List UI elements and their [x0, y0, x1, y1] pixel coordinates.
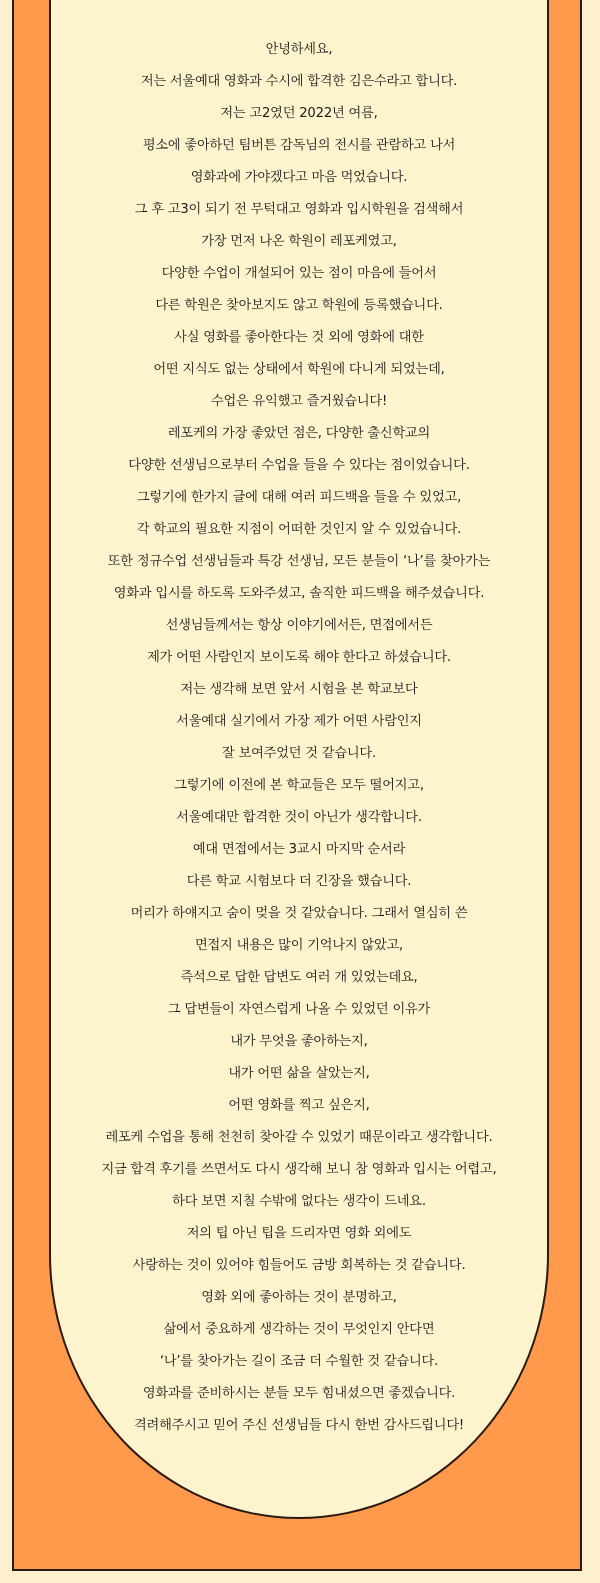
letter-line: 영화과 입시를 하도록 도와주셨고, 솔직한 피드백을 해주셨습니다.: [113, 586, 485, 601]
letter-line: 면접지 내용은 많이 기억나지 않았고,: [194, 938, 404, 953]
letter-line: 격려해주시고 믿어 주신 선생님들 다시 한번 감사드립니다!: [134, 1418, 464, 1433]
letter-line: 내가 어떤 삶을 살았는지,: [228, 1066, 370, 1081]
letter-line: 머리가 하얘지고 숨이 멎을 것 같았습니다. 그래서 열심히 쓴: [130, 906, 468, 921]
letter-line: 사랑하는 것이 있어야 힘들어도 금방 회복하는 것 같습니다.: [132, 1258, 466, 1273]
letter-line: 저는 생각해 보면 앞서 시험을 본 학교보다: [180, 682, 418, 697]
letter-line: 하다 보면 지칠 수밖에 없다는 생각이 드네요.: [172, 1194, 426, 1209]
testimonial-letter: [49, 34, 549, 1442]
letter-line: 그 후 고3이 되기 전 무턱대고 영화과 입시학원을 검색해서: [134, 202, 464, 217]
letter-line: 가장 먼저 나온 학원이 레포케였고,: [201, 234, 397, 249]
letter-line: 서울예대 실기에서 가장 제가 어떤 사람인지: [176, 714, 422, 729]
letter-line: 즉석으로 답한 답변도 여러 개 있었는데요,: [180, 970, 418, 985]
letter-line: 저는 고2였던 2022년 여름,: [220, 106, 378, 121]
letter-line: ‘나’를 찾아가는 길이 조금 더 수월한 것 같습니다.: [159, 1354, 439, 1369]
letter-line: 지금 합격 후기를 쓰면서도 다시 생각해 보니 참 영화과 입시는 어렵고,: [101, 1162, 497, 1177]
letter-line: 평소에 좋아하던 팀버튼 감독님의 전시를 관람하고 나서: [142, 138, 456, 153]
letter-line: 그렇기에 이전에 본 학교들은 모두 떨어지고,: [174, 778, 424, 793]
letter-line: 잘 보여주었던 것 같습니다.: [222, 746, 376, 761]
letter-line: 다양한 수업이 개설되어 있는 점이 마음에 들어서: [161, 266, 437, 281]
letter-line: 안녕하세요,: [265, 42, 333, 57]
letter-line: 저의 팁 아닌 팁을 드리자면 영화 외에도: [186, 1226, 412, 1241]
letter-line: 선생님들께서는 항상 이야기에서든, 면접에서든: [165, 618, 433, 633]
letter-line: 어떤 지식도 없는 상태에서 학원에 다니게 되었는데,: [153, 362, 445, 377]
letter-line: 저는 서울예대 영화과 수시에 합격한 김은수라고 합니다.: [140, 74, 458, 89]
letter-line: 다양한 선생님으로부터 수업을 들을 수 있다는 점이었습니다.: [128, 458, 470, 473]
letter-line: 레포케 수업을 통해 천천히 찾아갈 수 있었기 때문이라고 생각합니다.: [105, 1130, 493, 1145]
letter-line: 다른 학교 시험보다 더 긴장을 했습니다.: [186, 874, 412, 889]
letter-line: 그 답변들이 자연스럽게 나올 수 있었던 이유가: [167, 1002, 431, 1017]
letter-line: 어떤 영화를 찍고 싶은지,: [228, 1098, 370, 1113]
letter-line: 영화과에 가야겠다고 마음 먹었습니다.: [190, 170, 408, 185]
letter-line: 수업은 유익했고 즐거웠습니다!: [210, 394, 388, 409]
letter-line: 레포케의 가장 좋았던 점은, 다양한 출신학교의: [167, 426, 431, 441]
letter-line: 영화 외에 좋아하는 것이 분명하고,: [201, 1290, 397, 1305]
letter-line: 예대 면접에서는 3교시 마지막 순서라: [192, 842, 406, 857]
letter-line: 영화과를 준비하시는 분들 모두 힘내셨으면 좋겠습니다.: [142, 1386, 456, 1401]
letter-line: 사실 영화를 좋아한다는 것 외에 영화에 대한: [174, 330, 424, 345]
letter-line: 그렇기에 한가지 글에 대해 여러 피드백을 들을 수 있었고,: [136, 490, 462, 505]
letter-line: 제가 어떤 사람인지 보이도록 해야 한다고 하셨습니다.: [147, 650, 451, 665]
letter-line: 서울예대만 합격한 것이 아닌가 생각합니다.: [176, 810, 422, 825]
letter-line: 다른 학원은 찾아보지도 않고 학원에 등록했습니다.: [155, 298, 443, 313]
letter-line: 내가 무엇을 좋아하는지,: [230, 1034, 368, 1049]
letter-line: 또한 정규수업 선생님들과 특강 선생님, 모든 분들이 ‘나’를 찾아가는: [107, 554, 491, 569]
letter-line: 삶에서 중요하게 생각하는 것이 무엇인지 안다면: [163, 1322, 435, 1337]
letter-line: 각 학교의 필요한 지점이 어떠한 것인지 알 수 있었습니다.: [136, 522, 462, 537]
